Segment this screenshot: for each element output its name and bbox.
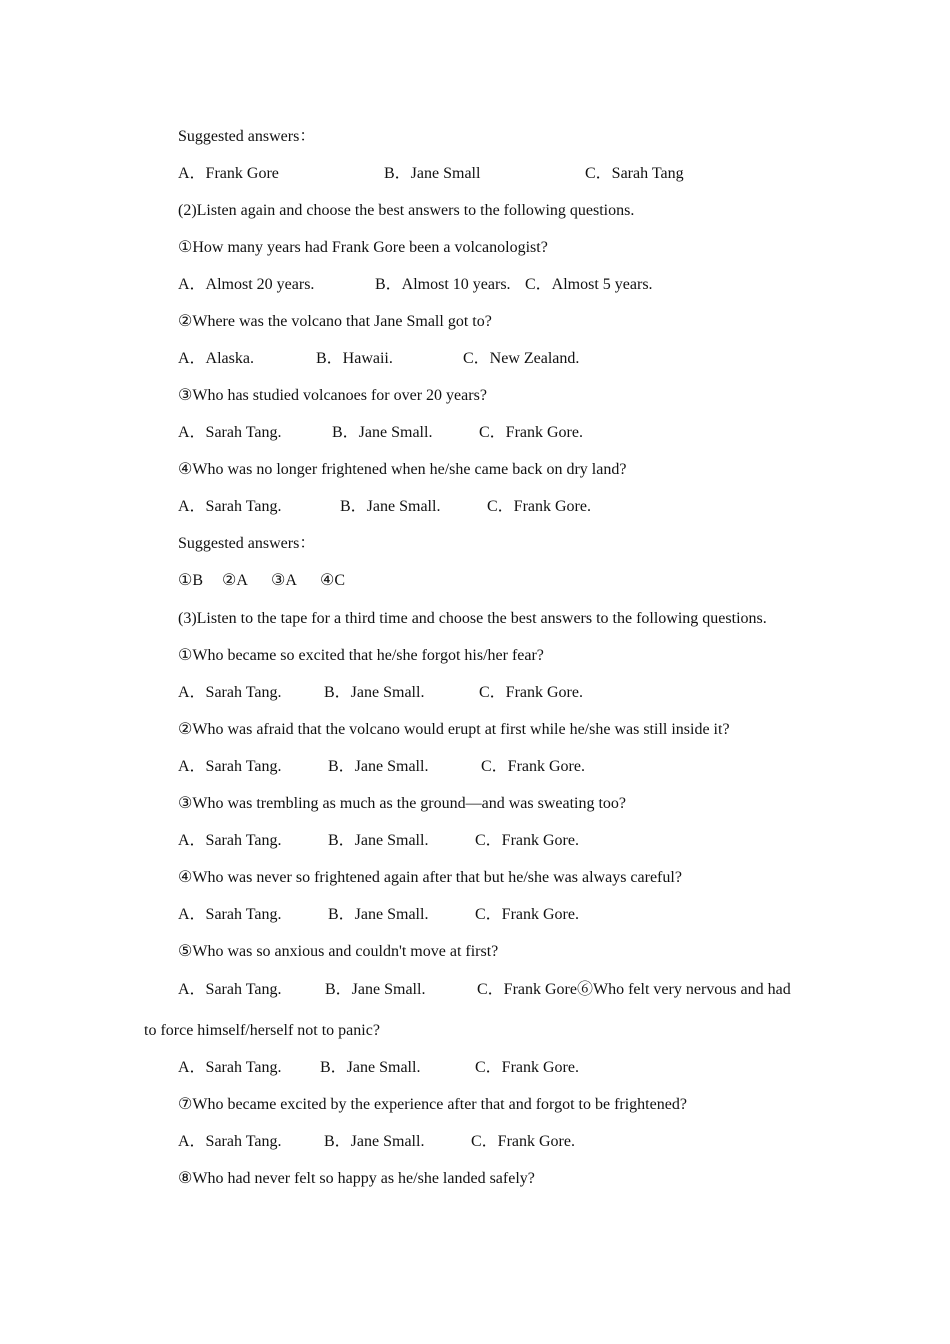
option-b: B．Jane Small. xyxy=(324,684,425,701)
question-text: ①Who became so excited that he/she forgot his/her fear? xyxy=(178,647,544,664)
question-text: ②Where was the volcano that Jane Small got to? xyxy=(178,313,492,330)
option-a: A．Sarah Tang. xyxy=(178,498,282,515)
option-a: A．Sarah Tang. xyxy=(178,424,282,441)
option-c: C．Sarah Tang xyxy=(585,165,684,182)
option-c: C．Frank Gore. xyxy=(475,832,579,849)
answer-4: ④C xyxy=(320,572,346,589)
option-b: B．Jane Small. xyxy=(320,1059,421,1076)
question-text: ①How many years had Frank Gore been a volcanologist? xyxy=(178,239,548,256)
option-a: A．Alaska. xyxy=(178,350,254,367)
option-a: A．Sarah Tang. xyxy=(178,981,282,998)
option-a: A．Sarah Tang. xyxy=(178,758,282,775)
option-b: B．Hawaii. xyxy=(316,350,393,367)
suggested-answers-heading: Suggested answers： xyxy=(178,535,316,552)
option-a: A．Almost 20 years. xyxy=(178,276,315,293)
question-text: ④Who was no longer frightened when he/she came back on dry land? xyxy=(178,461,627,478)
option-b: B．Jane Small. xyxy=(328,832,429,849)
option-a: A．Sarah Tang. xyxy=(178,832,282,849)
option-c: C．Frank Gore. xyxy=(475,1059,579,1076)
option-b: B．Jane Small. xyxy=(340,498,441,515)
option-c: C．Almost 5 years. xyxy=(525,276,653,293)
option-b: B．Jane Small. xyxy=(328,758,429,775)
option-b: B．Jane Small. xyxy=(332,424,433,441)
section-3-instruction: (3)Listen to the tape for a third time and choose the best answers to the following questions. xyxy=(178,610,767,627)
option-a: A．Sarah Tang. xyxy=(178,1133,282,1150)
question-text: ②Who was afraid that the volcano would erupt at first while he/she was still inside it? xyxy=(178,721,730,738)
option-b: B．Jane Small. xyxy=(328,906,429,923)
option-a: A．Sarah Tang. xyxy=(178,1059,282,1076)
option-b: B．Jane Small xyxy=(384,165,481,182)
answer-3: ③A xyxy=(271,572,297,589)
option-a: A．Sarah Tang. xyxy=(178,684,282,701)
option-c: C．Frank Gore. xyxy=(471,1133,575,1150)
option-c: C．Frank Gore. xyxy=(479,684,583,701)
option-c: C．Frank Gore. xyxy=(479,424,583,441)
question-text: ③Who has studied volcanoes for over 20 years? xyxy=(178,387,487,404)
question-text: ③Who was trembling as much as the ground—and was sweating too? xyxy=(178,795,627,812)
option-c: C．Frank Gore. xyxy=(481,758,585,775)
answer-1: ①B xyxy=(178,572,204,589)
question-text-continued: to force himself/herself not to panic? xyxy=(144,1022,380,1039)
option-a: A．Sarah Tang. xyxy=(178,906,282,923)
option-c: C．New Zealand. xyxy=(463,350,580,367)
option-a: A．Frank Gore xyxy=(178,165,279,182)
question-text: ④Who was never so frightened again after that but he/she was always careful? xyxy=(178,869,682,886)
option-c-with-question-6: C．Frank Gore⑥Who felt very nervous and had xyxy=(477,981,791,998)
option-b: B．Jane Small. xyxy=(324,1133,425,1150)
option-b: B．Jane Small. xyxy=(325,981,426,998)
question-text: ⑤Who was so anxious and couldn't move at first? xyxy=(178,943,499,960)
question-text: ⑦Who became excited by the experience after that and forgot to be frightened? xyxy=(178,1096,687,1113)
section-2-instruction: (2)Listen again and choose the best answers to the following questions. xyxy=(178,202,635,219)
answer-2: ②A xyxy=(222,572,248,589)
suggested-answers-heading: Suggested answers： xyxy=(178,128,316,145)
option-c: C．Frank Gore. xyxy=(487,498,591,515)
question-text: ⑧Who had never felt so happy as he/she landed safely? xyxy=(178,1170,535,1187)
option-b: B．Almost 10 years. xyxy=(375,276,511,293)
option-c: C．Frank Gore. xyxy=(475,906,579,923)
